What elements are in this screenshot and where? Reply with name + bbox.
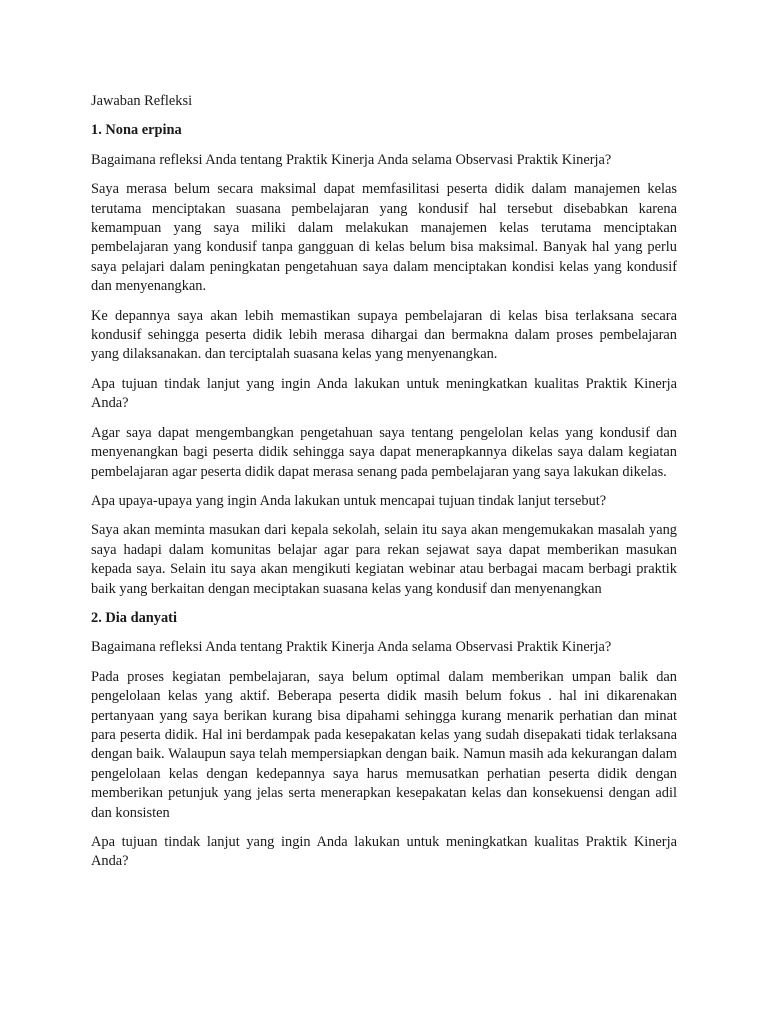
answer-paragraph: Ke depannya saya akan lebih memastikan supaya pembelajaran di kelas bisa terlaksana secara kondusif sehingga peserta didik lebih merasa dihargai dan bermakna dalam proses pembelajaran yang dilaksanakan. dan terciptalah suasana kelas yang menyenangkan. xyxy=(91,307,677,363)
question-text: Apa tujuan tindak lanjut yang ingin Anda lakukan untuk meningkatkan kualitas Praktik Kinerja Anda? xyxy=(91,375,677,412)
document-page xyxy=(91,92,677,882)
document-title: Jawaban Refleksi xyxy=(91,93,193,109)
question-text: Bagaimana refleksi Anda tentang Praktik Kinerja Anda selama Observasi Praktik Kinerja? xyxy=(91,151,612,168)
answer-paragraph: Saya merasa belum secara maksimal dapat memfasilitasi peserta didik dalam manajemen kelas terutama menciptakan suasana pembelajaran yang kondusif hal tersebut disebabkan karena kemampuan yang saya miliki dalam melakukan manajemen kelas terutama menciptakan pembelajaran yang kondusif tanpa gangguan di kelas belum bisa maksimal. Banyak hal yang perlu saya pelajari dalam peningkatan pengetahuan saya dalam menciptakan kondisi kelas yang kondusif dan menyenangkan. xyxy=(91,181,677,295)
section-heading-1: 1. Nona erpina xyxy=(91,122,182,139)
answer-paragraph: Agar saya dapat mengembangkan pengetahuan saya tentang pengelolan kelas yang kondusif dan menyenangkan bagi peserta didik sehingga saya dapat menerapkannya dikelas saya dalam kegiatan pembelajaran agar peserta didik dapat merasa senang pada pembelajaran yang saya lakukan dikelas. xyxy=(91,424,677,480)
question-text: Apa tujuan tindak lanjut yang ingin Anda lakukan untuk meningkatkan kualitas Praktik Kinerja Anda? xyxy=(91,834,677,870)
question-text: Bagaimana refleksi Anda tentang Praktik Kinerja Anda selama Observasi Praktik Kinerja? xyxy=(91,639,612,656)
answer-paragraph: Pada proses kegiatan pembelajaran, saya belum optimal dalam memberikan umpan balik dan pengelolaan kelas yang aktif. Beberapa peserta didik masih belum fokus . hal ini dikarenakan pertanyaan yang saya berikan kurang bisa dipahami sehingga kurang menarik perhatian dan minat para peserta didik. Hal ini berdampak pada kesepakatan kelas yang sudah disepakati tidak terlaksana dengan baik. Walaupun saya telah mempersiapkan dengan baik. Namun masih ada kekurangan dalam pengelolaan kelas dengan kedepannya saya harus memusatkan perhatian peserta didik dengan memberikan petunjuk yang jelas serta menerapkan kesepakatan kelas dan konsekuensi dengan adil dan konsisten xyxy=(91,668,677,821)
question-text: Apa upaya-upaya yang ingin Anda lakukan untuk mencapai tujuan tindak lanjut tersebut? xyxy=(91,492,607,509)
section-heading-2: 2. Dia danyati xyxy=(91,609,177,626)
answer-paragraph: Saya akan meminta masukan dari kepala sekolah, selain itu saya akan mengemukakan masalah yang saya hadapi dalam komunitas belajar agar para rekan sejawat saya dapat memberikan masukan kepada saya. Selain itu saya akan mengikuti kegiatan webinar atau berbagai macam berbagi praktik baik yang berkaitan dengan meciptakan suasana kelas yang kondusif dan menyenangkan xyxy=(91,522,677,597)
